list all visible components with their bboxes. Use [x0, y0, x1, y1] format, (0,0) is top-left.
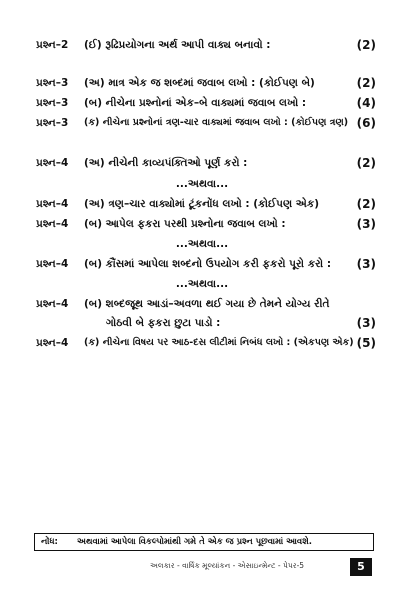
question-row — [36, 75, 376, 91]
question-row — [36, 115, 376, 131]
question-number: પ્રશ્ન–4 — [36, 258, 69, 270]
question-text: (અ) નીચેની કાવ્યપંક્તિઓ પૂર્ણ કરો : — [84, 157, 248, 169]
page-number-badge: 5 — [350, 558, 372, 576]
question-row — [36, 256, 376, 272]
question-text: (બ) કૌંસમાં આપેલા શબ્દનો ઉપયોગ કરી ફકરો પૂરો કરો : — [84, 258, 332, 270]
question-number: પ્રશ્ન–3 — [36, 97, 69, 109]
question-text: (બ) નીચેના પ્રશ્નોનાં એક–બે વાક્યમાં જવાબ લખો : — [84, 97, 307, 109]
question-marks: (5) — [356, 336, 376, 350]
or-separator: ...અથવા... — [175, 278, 229, 290]
question-row — [36, 216, 376, 232]
question-marks: (3) — [356, 316, 376, 330]
question-text: (ક) નીચેના વિષય પર આઠ-દસ લીટીમાં નિબંધ લખો : (એકપણ એક) — [84, 337, 354, 348]
note-box — [34, 533, 374, 551]
question-row — [36, 155, 376, 171]
question-marks: (3) — [356, 217, 376, 231]
question-text: ગોઠવી બે ફકરા છુટા પાડો : — [106, 317, 221, 329]
question-text: (અ) માત્ર એક જ શબ્દમાં જવાબ લખો : (કોઈપણ બે) — [84, 77, 315, 89]
question-number: પ્રશ્ન–4 — [36, 198, 69, 210]
note-label: નોંધ: — [41, 537, 58, 547]
question-marks: (2) — [356, 38, 376, 52]
question-marks: (4) — [356, 96, 376, 110]
question-marks: (3) — [356, 257, 376, 271]
question-number: પ્રશ્ન–4 — [36, 298, 69, 310]
question-number: પ્રશ્ન–3 — [36, 77, 69, 89]
question-text: (ઈ) રૂઢિપ્રયોગના અર્થ આપી વાક્ય બનાવો : — [84, 39, 271, 51]
footer-text: અલકાર - વાર્ષિક મૂલ્યાંકન - એસાઇન્મેન્ટ - પેપર-5 — [150, 561, 305, 570]
question-row-continuation — [36, 315, 376, 331]
question-row — [36, 296, 376, 312]
question-row — [36, 196, 376, 212]
question-number: પ્રશ્ન–4 — [36, 157, 69, 169]
question-number: પ્રશ્ન–2 — [36, 39, 69, 51]
question-marks: (2) — [356, 197, 376, 211]
question-row — [36, 37, 376, 53]
question-marks: (6) — [356, 116, 376, 130]
question-row — [36, 95, 376, 111]
question-number: પ્રશ્ન–3 — [36, 117, 69, 129]
question-marks: (2) — [356, 76, 376, 90]
question-text: (અ) ત્રણ–ચાર વાક્યોમાં ટૂંકનોંધ લખો : (કોઈપણ એક) — [84, 198, 320, 210]
question-number: પ્રશ્ન–4 — [36, 337, 69, 349]
question-marks: (2) — [356, 156, 376, 170]
question-number: પ્રશ્ન–4 — [36, 218, 69, 230]
question-text: (બ) આપેલ ફકરા પરથી પ્રશ્નોના જવાબ લખો : — [84, 218, 286, 230]
or-separator: ...અથવા... — [175, 178, 229, 190]
question-text: (બ) શબ્દજૂથ આડાં–અવળા થઈ ગયા છે તેમને યોગ્ય રીતે — [84, 298, 330, 310]
note-text: અથવામાં આપેલા વિકલ્પોમાંથી ગમે તે એક જ પ્રશ્ન પૂછવામાં આવશે. — [77, 537, 313, 547]
question-row — [36, 335, 376, 351]
question-text: (ક) નીચેના પ્રશ્નોનાં ત્રણ-ચાર વાક્યમાં જવાબ લખો : (કોઈપણ ત્રણ) — [84, 117, 349, 128]
or-separator: ...અથવા... — [175, 238, 229, 250]
